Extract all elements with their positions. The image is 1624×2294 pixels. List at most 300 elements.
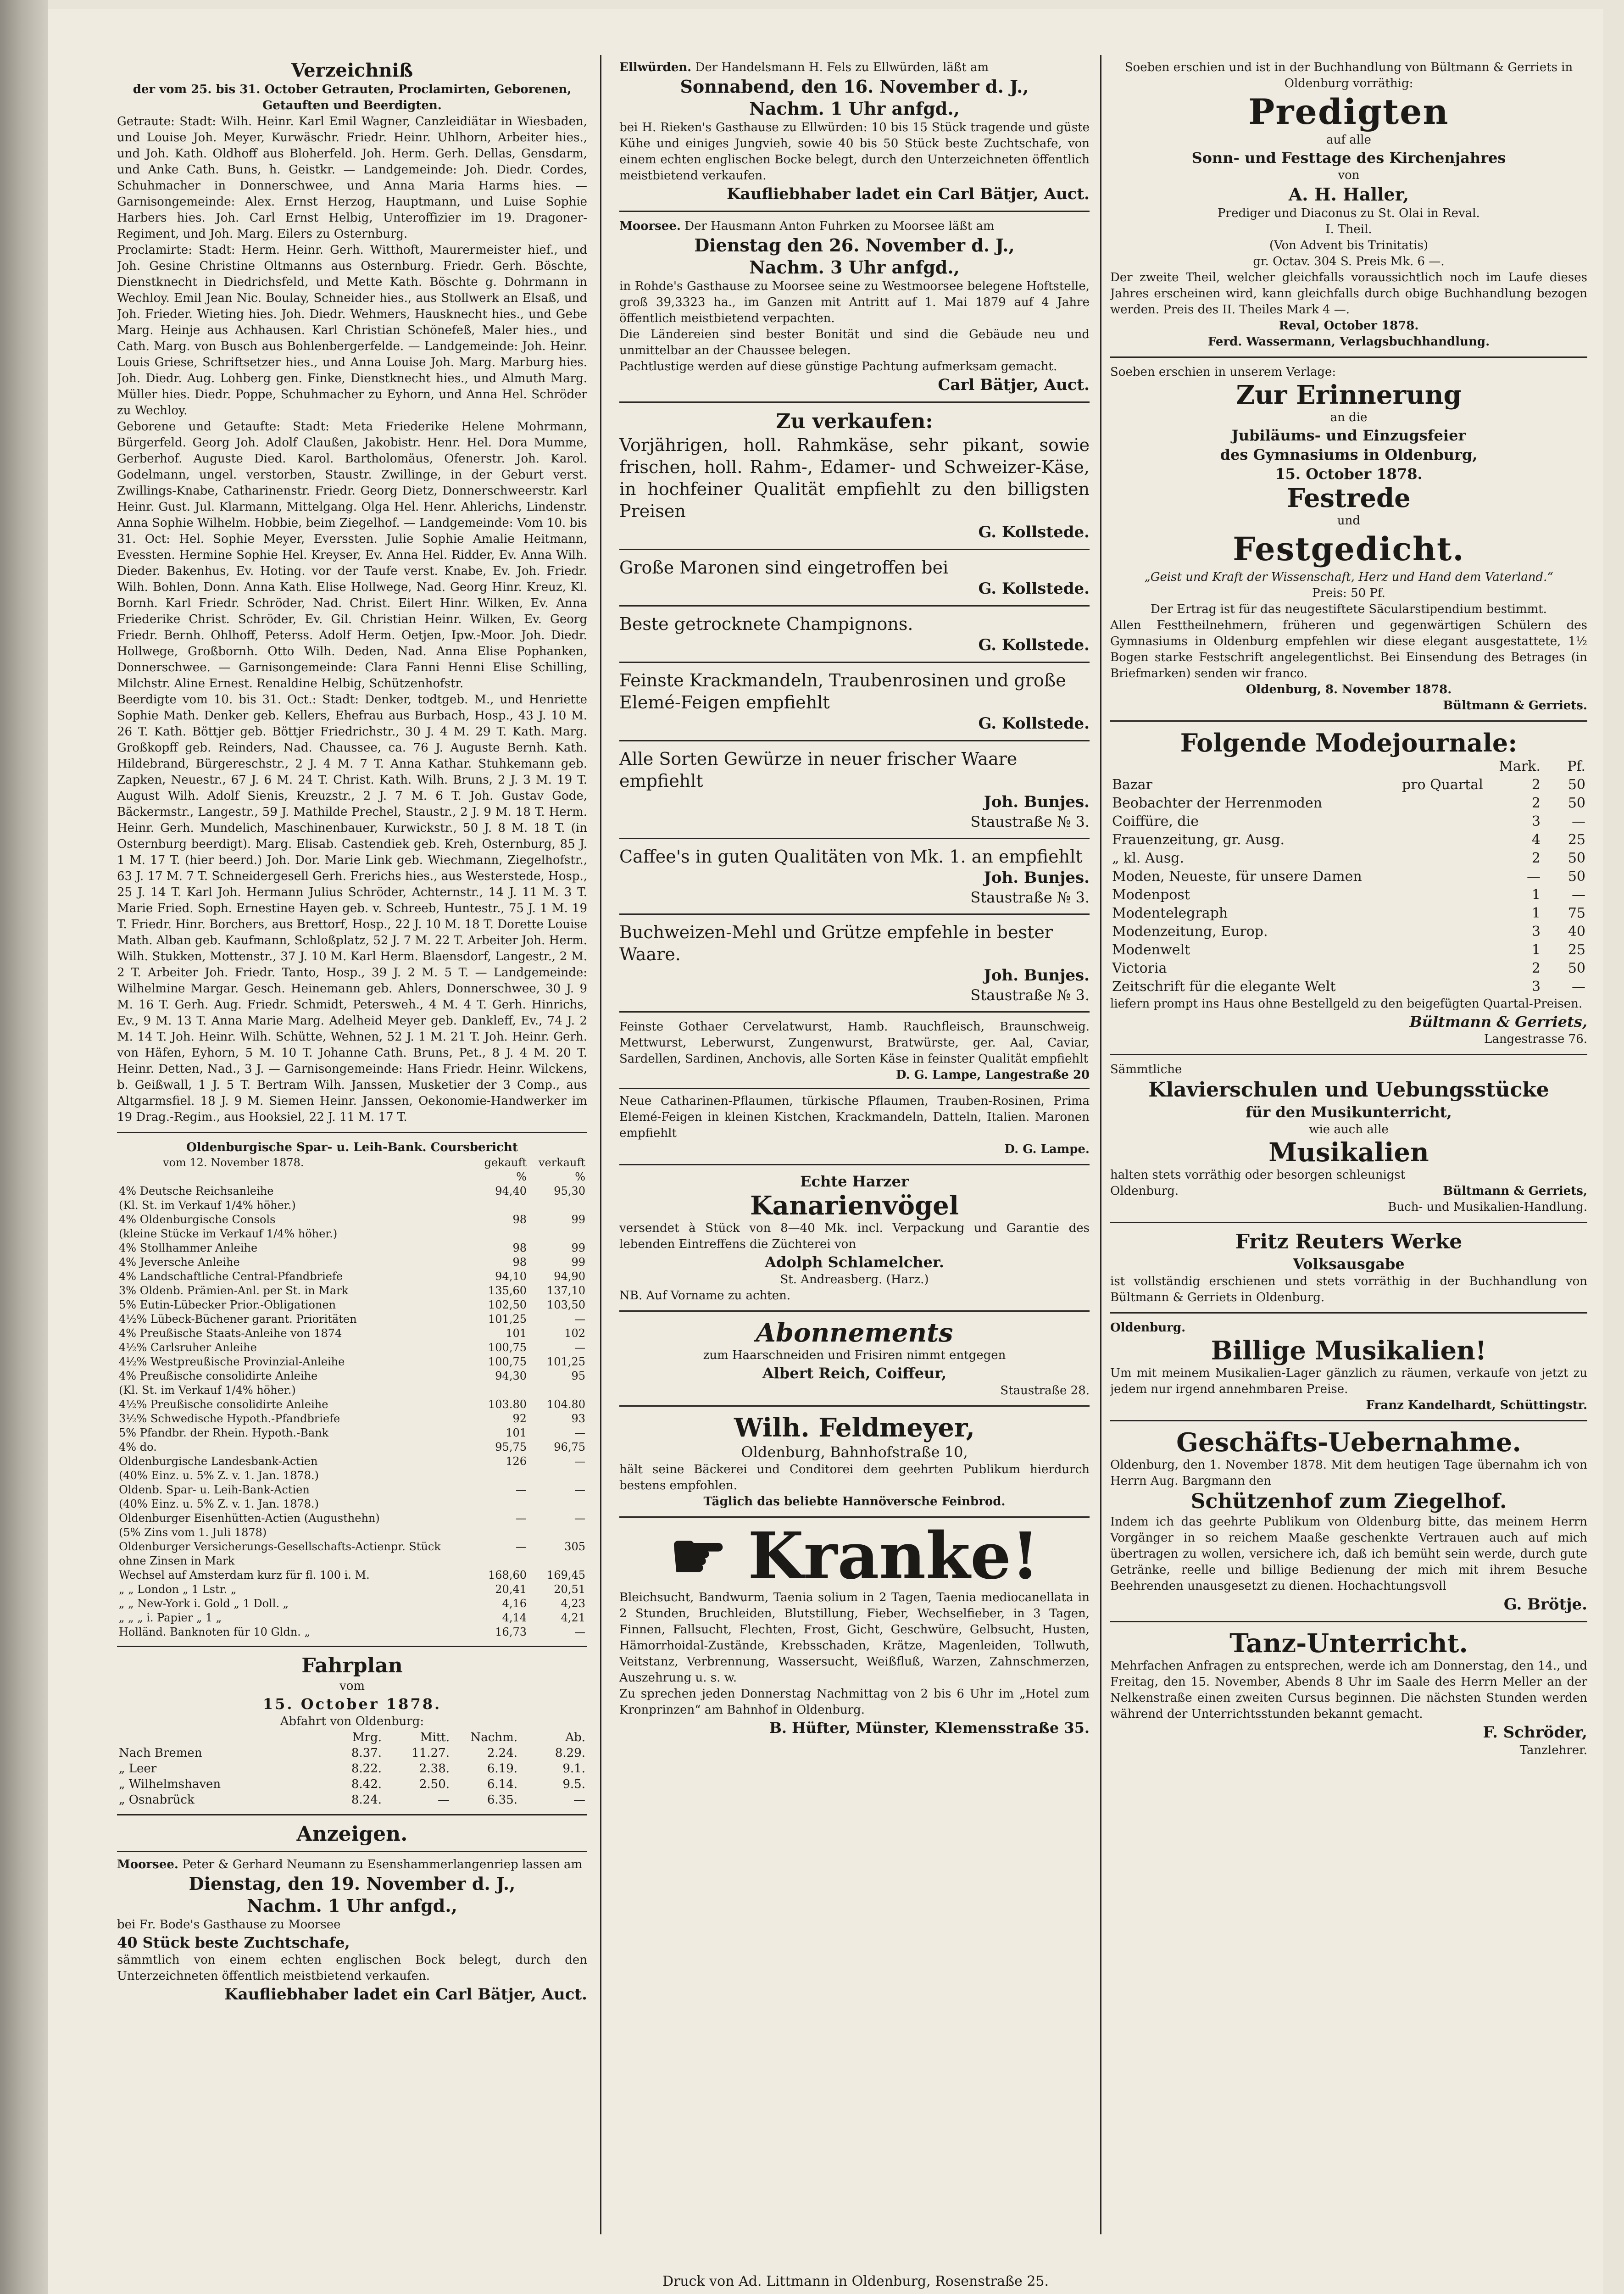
modejournale-row: [1110, 904, 1587, 923]
journal-period: [1400, 849, 1497, 868]
bank-row: [117, 1369, 587, 1383]
journal-name: Coiffüre, die: [1112, 813, 1199, 830]
bank-sold: —: [574, 1626, 585, 1638]
timetable-row: [117, 1776, 587, 1792]
timetable-header: [117, 1730, 587, 1745]
timetable-time: 9.1.: [562, 1762, 585, 1776]
kranke-title: Kranke!: [748, 1519, 1040, 1594]
journal-period: [1400, 831, 1497, 849]
journal-pf: —: [1572, 887, 1585, 903]
journal-mark: 2: [1531, 850, 1541, 866]
ad-text: Peter & Gerhard Neumann zu Esenshammerlangenriep lassen am: [182, 1858, 583, 1871]
timetable-destination: Nach Bremen: [119, 1746, 202, 1760]
kranke-text: Bleichsucht, Bandwurm, Taenia solium in 2 Tagen, Taenia mediocanellata in 2 Stunden, Bruchleiden, Blutstillung, Fieber, Wechselfieber, in 3 Tagen, Finnen, Fallsucht, Flechten, Frost, Gicht, Geschwüre, Gelbsucht, Husten, Hämorrhoidal-Zustände, Krebsschaden, Krätze, Magenleiden, Tollwuth, Veitstanz, Verbrennung, Wassersucht, Weißfluß, Warzen, Zahnschmerzen, Auszehrung u. s. w.: [619, 1591, 1090, 1685]
registry-beerdigte: Beerdigte vom 10. bis 31. Oct.: Stadt: Denker, todtgeb. M., und Henriette Sophie Math. Denker geb. Kellers, Ehefrau aus Burbach, Hosp., 43 J. 10 M. 26 T. Kath. Böttjer geb. Böttjer Friedrichstr., 30 J. 4 M. 29 T. Kath. Marg. Großkopff geb. Reinders, Nad. Chaussee, ca. 76 J. Auguste Bernh. Kath. Hildebrand, Bürgereschstr., 2 J. 4 M. 7 T. Anna Kathar. Stuhkemann geb. Zapken, Neuestr., 67 J. 6 M. 24 T. Christ. Kath. Wilh. Bruns, 2 J. 3 M. 19 T. August Wilh. Adolf Sienis, Kreuzstr., 2 J. 7 M. 6 T. Joh. Gustav Gode, Bäckermstr., Langestr., 59 J. Mathilde Prechel, Staustr., 2 J. 9 M. 18 T. Herm. Heinr. Gerh. Mundelich, Maschinenbauer, Kurwickstr., 50 J. 8 M. 18 T. (in Osternburg beerdigt). Marg. Elisab. Castendiek geb. Kreh, Osternburg, 85 J. 1 M. 17 T. (hier beerd.) Joh. Dor. Marie Link geb. Wiechmann, Ziegelhofstr., 63 J. 17 M. 7 T. Schneidergesell Gerh. Frerichs hies., aus Westerstede, Hosp., 25 J. 14 T. Karl Joh. Hermann Julius Schröder, Achternstr., 14 J. 11 M. 3 T. Marie Fried. Soph. Ernestine Hayen geb. v. Schreeb, Huntestr., 75 J. 1 M. 19 T. Friedr. Hinr. Borchers, aus Brettorf, Hosp., 22 J. 10 M. 18 T. Dorette Louise Math. Alban geb. Kaufmann, Schloßplatz, 52 J. 7 M. 22 T. Arbeiter Joh. Herm. Wilh. Stukken, Mottenstr., 37 J. 10 M. Karl Herm. Blaensdorf, Langestr., 2 M. 2 T. Arbeiter Joh. Friedr. Tanto, Hosp., 39 J. 2 M. 5 T. — Landgemeinde: Wilhelmine Margar. Gesch. Heinemann geb. Ahlers, Donnerschwee, 30 J. 9 M. 16 T. Gerh. Aug. Friedr. Schmidt, Petersweh., 4 M. 4 T. Gerh. Hinrichs, Ev., 9 M. 13 T. Anna Marie Marg. Adelheid Meyer geb. Dankleff, Ev., 74 J. 2 M. 14 T. Joh. Heinr. Wilh. Schütte, Wehnen, 52 J. 1 M. 21 T. Joh. Heinr. Gerh. von Häfen, Eyhorn, 5 M. 10 T. Johanne Cath. Bruns, Pet., 8 J. 4 M. 20 T. Heinr. Detten, Nad., 3 J. — Garnisongemeinde: Hans Friedr. Heinr. Wilckens, b. Geißwall, 1 J. 5 T. Bertram Wilh. Janssen, Musketier der 3 Comp., aus Altgarmsfiel. 18 J. 9 M. Siemen Heinr. Janssen, Oekonomie-Handwerker im 19 Drag.-Regim., aus Hooksiel, 22 J. 11 M. 17 T.: [117, 693, 587, 1124]
journal-name: Moden, Neueste, für unsere Damen: [1112, 869, 1362, 885]
modejournale-row: [1110, 959, 1587, 978]
divider: [1110, 720, 1587, 722]
bank-bought: 168,60: [488, 1569, 527, 1581]
bank-bought: 20,41: [495, 1583, 527, 1596]
journal-mark: 4: [1531, 832, 1541, 848]
ads-heading: Anzeigen.: [296, 1822, 408, 1846]
journal-pf: 75: [1568, 905, 1585, 921]
bank-security: Oldenburger Versicherungs-Gesellschafts-Actienpr. Stück ohne Zinsen in Mark: [119, 1540, 441, 1567]
journal-period: [1400, 757, 1497, 776]
harzer-text: versendet à Stück von 8—40 Mk. incl. Verpackung und Garantie des lebenden Eintreffens die Züchterei von: [619, 1221, 1090, 1251]
predigten-role: Prediger und Diaconus zu St. Olai in Reval.: [1218, 206, 1480, 220]
bank-sold: 4,21: [561, 1611, 585, 1624]
billige-title: Billige Musikalien!: [1211, 1336, 1487, 1366]
ad-date: Dienstag den 26. November d. J.,: [694, 235, 1015, 256]
bank-bought: 100,75: [488, 1341, 527, 1354]
divider: [1110, 1312, 1587, 1314]
divider: [619, 605, 1090, 607]
divider: [619, 211, 1090, 212]
bank-row: [117, 1469, 587, 1483]
bank-security: 5% Pfandbr. der Rhein. Hypoth.-Bank: [119, 1426, 329, 1439]
bank-sold: [528, 1526, 587, 1540]
kranke-text: Zu sprechen jeden Donnerstag Nachmittag von 2 bis 6 Uhr im „Hotel zum Kronprinzen“ am Bahnhof in Oldenburg.: [619, 1687, 1090, 1717]
bank-bought: 94,40: [495, 1185, 527, 1197]
predigten-title: Predigten: [1248, 91, 1449, 132]
ad-signature: F. Schröder,: [1483, 1723, 1587, 1742]
bank-date: vom 12. November 1878.: [163, 1156, 304, 1169]
modejournale-row: [1110, 941, 1587, 959]
bank-header-row: [117, 1156, 587, 1170]
bank-security: 4½% Westpreußische Provinzial-Anleihe: [119, 1355, 345, 1368]
ad-time: Nachm. 1 Uhr anfgd.,: [749, 98, 960, 119]
bank-sold: 20,51: [554, 1583, 585, 1596]
journal-pf: —: [1572, 813, 1585, 830]
bank-row: [117, 1540, 587, 1568]
ad-signature: Joh. Bunjes.: [984, 869, 1090, 887]
bank-security: 4% do.: [119, 1441, 157, 1453]
ad-text: in Rohde's Gasthause zu Moorsee seine zu Westmoorsee belegene Hoftstelle, groß 39,3323 ha., im Ganzen mit Antritt auf 1. Mai 1879 auf 4 Jahre öffentlich meistbietend verpachten.: [619, 279, 1090, 325]
erinnerung-line: des Gymnasiums in Oldenburg,: [1220, 446, 1478, 463]
bank-security: 3½% Schwedische Hypoth.-Pfandbriefe: [119, 1412, 340, 1425]
bank-sold: 4,23: [561, 1597, 585, 1610]
predigten-von: von: [1338, 168, 1360, 182]
column-middle: [619, 60, 1090, 2244]
bank-sold: 99: [571, 1213, 585, 1226]
musikalien-title: Musikalien: [1268, 1137, 1429, 1168]
ad-address: Staustraße № 3.: [970, 889, 1090, 906]
ad-text: Der Handelsmann H. Fels zu Ellwürden, läßt am: [695, 61, 989, 74]
divider: [117, 1851, 587, 1852]
bank-bought: 94,10: [495, 1270, 527, 1283]
predigten-text: Der zweite Theil, welcher gleichfalls voraussichtlich noch im Laufe dieses Jahres erscheinen wird, kann gleichfalls durch obige Buchhandlung bezogen werden. Preis des II. Theiles Mark 4 —.: [1110, 271, 1587, 317]
bank-sold: [528, 1497, 587, 1511]
book-binding: [0, 0, 48, 2294]
journal-period: [1400, 813, 1497, 831]
journal-mark: Mark.: [1499, 758, 1541, 774]
predigten-price: gr. Octav. 304 S. Preis Mk. 6 —.: [1253, 255, 1445, 268]
bank-bought: 101: [506, 1426, 527, 1439]
journal-mark: 3: [1531, 813, 1541, 830]
registry-getraute: Getraute: Stadt: Wilh. Heinr. Karl Emil Wagner, Canzleidiätar in Wiesbaden, und Louise Joh. Meyer, Kurwäschr. Friedr. Heinr. Uhlhorn, Arbeiter hies., und Joh. Kath. Oldhoff aus Bloherfeld. Joh. Herm. Gerh. Dellas, Gensdarm, und Anke Cath. Buns, h. Geistkr. — Landgemeinde: Joh. Diedr. Cordes, Schuhmacher in Donnerschwee, und Anna Maria Harms hies. — Garnisongemeinde: Alex. Ernst Herzog, Hauptmann, und Luise Sophie Harbers hies. Joh. Carl Ernst Helbig, Unteroffizier im 19. Dragoner-Regiment, und Joh. Marg. Eilers zu Osternburg.: [117, 115, 587, 241]
bank-security: Oldenburgische Landesbank-Actien: [119, 1455, 318, 1468]
bank-sold: 137,10: [547, 1284, 585, 1297]
bank-row: [117, 1398, 587, 1412]
predigten-place: Reval, October 1878.: [1279, 319, 1419, 333]
timetable-time: Mrg.: [352, 1731, 382, 1744]
timetable-row: [117, 1745, 587, 1761]
bank-head-sold: verkauft: [538, 1156, 585, 1169]
bank-bought: 92: [512, 1412, 527, 1425]
bank-security: „ „ „ i. Papier „ 1 „: [119, 1611, 222, 1624]
timetable-time: —: [438, 1793, 450, 1807]
journal-name: Bazar: [1112, 777, 1152, 793]
bank-bought: 98: [512, 1213, 527, 1226]
champignons-text: Beste getrocknete Champignons.: [619, 614, 913, 634]
harzer-title: Kanarienvögel: [750, 1191, 959, 1221]
journal-mark: 1: [1531, 887, 1541, 903]
journal-period: [1400, 978, 1497, 996]
bank-title: Oldenburgische Spar- u. Leih-Bank. Coursbericht: [186, 1141, 518, 1154]
bank-security: Oldenb. Spar- u. Leih-Bank-Actien: [119, 1483, 310, 1496]
timetable-date: 15. October 1878.: [262, 1695, 442, 1713]
ad-address: Staustraße 28.: [1000, 1384, 1090, 1398]
caffee-text: Caffee's in guten Qualitäten von Mk. 1. an empfiehlt: [619, 846, 1083, 867]
bank-unit: %: [575, 1170, 585, 1183]
klavier-place: Oldenburg.: [1110, 1184, 1179, 1198]
bank-security: (40% Einz. u. 5% Z. v. 1. Jan. 1878.): [119, 1469, 319, 1482]
timetable-time: 8.29.: [555, 1746, 585, 1760]
divider: [1110, 1621, 1587, 1622]
ad-signature: D. G. Lampe, Langestraße 20: [895, 1068, 1090, 1082]
feldmeyer-text: hält seine Bäckerei und Conditorei dem geehrten Publikum hierdurch bestens empfohlen.: [619, 1463, 1090, 1492]
journal-name: [1110, 757, 1400, 776]
bank-row: [117, 1497, 587, 1511]
timetable-rows: [117, 1730, 587, 1808]
bank-security: 4½% Lübeck-Büchener garant. Prioritäten: [119, 1313, 357, 1325]
ad-signature-sub: Tanzlehrer.: [1519, 1743, 1587, 1757]
bank-row: [117, 1355, 587, 1369]
modejournale-rows: [1110, 757, 1587, 996]
ad-time: Nachm. 3 Uhr anfgd.,: [749, 257, 960, 278]
bank-row: [117, 1582, 587, 1597]
ad-signature: Kaufliebhaber ladet ein Carl Bätjer, Auct.: [224, 1985, 587, 2004]
journal-mark: 3: [1531, 979, 1541, 995]
journal-mark: 3: [1531, 924, 1541, 940]
klavier-intro: Sämmtliche: [1110, 1063, 1182, 1076]
journal-name: Victoria: [1112, 960, 1167, 976]
klavier-text: halten stets vorräthig oder besorgen schleunigst: [1110, 1168, 1406, 1182]
bank-head-bought: gekauft: [484, 1156, 527, 1169]
bank-sold: —: [574, 1455, 585, 1468]
bank-security: 4% Stollhammer Anleihe: [119, 1242, 258, 1254]
bank-row: [117, 1198, 587, 1213]
timetable-time: Mitt.: [420, 1731, 450, 1744]
modejournale-row: [1110, 776, 1587, 794]
bank-sold: —: [574, 1313, 585, 1325]
bank-row: [117, 1284, 587, 1298]
bank-row: [117, 1213, 587, 1227]
abonnements-text: zum Haarschneiden und Frisiren nimmt entgegen: [703, 1348, 1006, 1362]
modejournale-row: [1110, 794, 1587, 813]
registry-title: Verzeichniß: [291, 60, 413, 81]
klavier-title: Klavierschulen und Uebungsstücke: [1148, 1078, 1549, 1102]
bank-row: [117, 1341, 587, 1355]
ad-highlight: 40 Stück beste Zuchtschafe,: [117, 1934, 350, 1951]
feldmeyer-address: Oldenburg, Bahnhofstraße 10,: [741, 1443, 968, 1461]
bank-security: 4½% Preußische consolidirte Anleihe: [119, 1398, 328, 1411]
erinnerung-intro: Soeben erschien in unserem Verlage:: [1110, 365, 1336, 379]
bank-security: Holländ. Banknoten für 10 Gldn. „: [119, 1626, 310, 1638]
bank-row: [117, 1568, 587, 1582]
divider: [619, 913, 1090, 915]
journal-period: [1400, 904, 1497, 923]
journal-period: [1400, 959, 1497, 978]
bank-security: 4% Deutsche Reichsanleihe: [119, 1185, 274, 1197]
bank-sold: —: [574, 1426, 585, 1439]
ad-signature: Bültmann & Gerriets,: [1443, 1184, 1587, 1198]
bank-bought: [470, 1469, 528, 1483]
bank-sold: —: [574, 1512, 585, 1525]
divider: [117, 1646, 587, 1647]
bank-row: [117, 1241, 587, 1255]
journal-period: [1400, 868, 1497, 886]
timetable-time: Nachm.: [470, 1731, 517, 1744]
journal-period: pro Quartal: [1402, 777, 1483, 793]
ad-signature: G. Kollstede.: [978, 523, 1090, 541]
journal-mark: 2: [1531, 795, 1541, 811]
bank-security: 4½% Carlsruher Anleihe: [119, 1341, 257, 1354]
bank-row: [117, 1383, 587, 1398]
harzer-heading: Echte Harzer: [800, 1173, 909, 1190]
bank-sold: [528, 1198, 587, 1213]
modejournale-text: liefern prompt ins Haus ohne Bestellgeld zu den beigefügten Quartal-Preisen.: [1110, 997, 1583, 1011]
journal-pf: —: [1572, 979, 1585, 995]
sale-text: Vorjährigen, holl. Rahmkäse, sehr pikant, sowie frischen, holl. Rahm-, Edamer- und Schweizer-Käse, in hochfeiner Qualität empfiehlt zu den billigsten Preisen: [619, 435, 1090, 521]
ad-signature: D. G. Lampe.: [1004, 1142, 1090, 1156]
bank-bought: 135,60: [488, 1284, 527, 1297]
ad-signature: G. Kollstede.: [978, 579, 1090, 598]
journal-period: [1400, 923, 1497, 941]
divider: [117, 1132, 587, 1133]
ad-signature: Albert Reich, Coiffeur,: [762, 1364, 947, 1382]
timetable-destination: [117, 1730, 316, 1745]
journal-pf: 50: [1568, 777, 1585, 793]
erinnerung-quote: „Geist und Kraft der Wissenschaft, Herz und Hand dem Vaterland.“: [1144, 570, 1553, 584]
timetable-time: 8.24.: [351, 1793, 382, 1807]
ad-text: Pachtlustige werden auf diese günstige Pachtung aufmerksam gemacht.: [619, 360, 1057, 373]
divider: [619, 838, 1090, 839]
bank-bought: 102,50: [488, 1298, 527, 1311]
registry-subtitle: der vom 25. bis 31. October Getrauten, Proclamirten, Geborenen, Getauften und Beerdigten.: [133, 83, 572, 112]
ad-address: Staustraße № 3.: [970, 986, 1090, 1004]
sale-heading: Zu verkaufen:: [776, 410, 933, 433]
journal-mark: 1: [1531, 905, 1541, 921]
gotha-text: Feinste Gothaer Cervelatwurst, Hamb. Rauchfleisch, Braunschweig. Mettwurst, Leberwurst, Zungenwurst, Bratwürste, ger. Aal, Caviar, Sardellen, Sardinen, Anchovis, alle Sorten Käse in feinster Qualität empfiehlt: [619, 1020, 1090, 1066]
bank-security: 4% Preußische Staats-Anleihe von 1874: [119, 1327, 342, 1340]
tanz-title: Tanz-Unterricht.: [1229, 1628, 1468, 1659]
bank-security: 4% Landschaftliche Central-Pfandbriefe: [119, 1270, 343, 1283]
bank-bought: 98: [512, 1256, 527, 1269]
timetable-time: 8.42.: [351, 1777, 382, 1791]
bank-bought: 98: [512, 1242, 527, 1254]
bank-sold: 93: [571, 1412, 585, 1425]
bank-security: 5% Eutin-Lübecker Prior.-Obligationen: [119, 1298, 336, 1311]
journal-pf: 50: [1568, 869, 1585, 885]
journal-name: Modenzeitung, Europ.: [1112, 924, 1268, 940]
bank-sold: 94,90: [554, 1270, 585, 1283]
erinnerung-und: und: [1337, 514, 1361, 528]
ad-time: Nachm. 1 Uhr anfgd.,: [247, 1895, 457, 1916]
bank-row: [117, 1625, 587, 1639]
journal-name: Modenpost: [1112, 887, 1190, 903]
journal-mark: 1: [1531, 942, 1541, 958]
bank-sold: 101,25: [547, 1355, 585, 1368]
bank-unit: %: [516, 1170, 527, 1183]
bank-row: [117, 1597, 587, 1611]
journal-name: Zeitschrift für die elegante Welt: [1112, 979, 1336, 995]
abonnements-title: Abonnements: [756, 1318, 953, 1348]
bank-bought: —: [516, 1483, 527, 1496]
bank-row: [117, 1611, 587, 1625]
journal-pf: Pf.: [1567, 758, 1585, 774]
bank-bought: —: [516, 1540, 527, 1553]
divider: [619, 1164, 1090, 1165]
bank-row: [117, 1298, 587, 1312]
bank-sold: 99: [571, 1256, 585, 1269]
modejournale-row: [1110, 849, 1587, 868]
journal-period: [1400, 941, 1497, 959]
festgedicht-title: Festgedicht.: [1233, 530, 1465, 568]
bank-sold: —: [574, 1483, 585, 1496]
journal-name: „ kl. Ausg.: [1112, 850, 1185, 866]
bank-sold: 95: [571, 1370, 585, 1382]
journal-mark: 2: [1531, 960, 1541, 976]
ad-date: Sonnabend, den 16. November d. J.,: [680, 76, 1029, 97]
predigten-publisher: Ferd. Wassermann, Verlagsbuchhandlung.: [1207, 335, 1490, 349]
ad-place: Moorsee.: [619, 219, 681, 233]
bank-sold: [528, 1227, 587, 1241]
modejournale-title: Folgende Modejournale:: [1180, 728, 1518, 757]
maronen-text: Große Maronen sind eingetroffen bei: [619, 557, 949, 578]
ad-text: Der Hausmann Anton Fuhrken zu Moorsee läßt am: [684, 219, 995, 233]
bank-bought: 126: [506, 1455, 527, 1468]
ad-signature: G. Brötje.: [1503, 1595, 1587, 1614]
timetable-time: Ab.: [565, 1731, 585, 1744]
bank-security: (40% Einz. u. 5% Z. v. 1. Jan. 1878.): [119, 1498, 319, 1510]
billige-place: Oldenburg.: [1110, 1321, 1186, 1335]
column-right: [1110, 60, 1587, 2244]
bank-row: [117, 1440, 587, 1454]
ad-date: Dienstag, den 19. November d. J.,: [189, 1873, 516, 1894]
predigten-part: I. Theil.: [1325, 223, 1372, 236]
ad-text: bei Fr. Bode's Gasthause zu Moorsee: [117, 1918, 341, 1932]
bank-row: [117, 1511, 587, 1526]
journal-pf: 25: [1568, 942, 1585, 958]
bank-sold: 169,45: [547, 1569, 585, 1581]
timetable-time: 8.37.: [351, 1746, 382, 1760]
timetable-time: 2.50.: [419, 1777, 450, 1791]
erinnerung-title: Zur Erinnerung: [1236, 380, 1462, 410]
timetable-subtitle: Abfahrt von Oldenburg:: [280, 1715, 424, 1728]
divider: [1110, 1054, 1587, 1055]
journal-name: Beobachter der Herrenmoden: [1112, 795, 1323, 811]
timetable-title: Fahrplan: [301, 1654, 403, 1677]
journal-period: [1400, 794, 1497, 813]
registry-proclamirte: Proclamirte: Stadt: Herm. Heinr. Gerh. Witthoft, Maurermeister hief., und Joh. Gesine Christine Oltmanns aus Osternburg. Friedr. Gerh. Böschte, Dienstknecht in Diedrichsfeld, und Mette Kath. Böschte g. Dohrmann in Wechloy. Emil Jean Nic. Boulay, Schneider hies., aus Stollwerk an Elsaß, und Joh. Frieder. Wieting hies. Joh. Diedr. Wehmers, Hausknecht hies., und Gebe Marg. Heinje aus Achhausen. Karl Christian Schönefeß, Maler hies., und Cath. Marg. von Busch aus Bohlenbergerfelde. — Landgemeinde: Joh. Heinr. Louis Griese, Schriftsetzer hies., und Anna Louise Joh. Marg. Marburg hies. Joh. Diedr. Aug. Lohberg gen. Finke, Dienstknecht hies., und Almuth Marg. Müller hies. Diedr. Poppe, Schuhmacher zu Eyhorn, und Anna Hel. Schröder zu Wechloy.: [117, 243, 587, 418]
bank-sold: 95,30: [554, 1185, 585, 1197]
modejournale-row: [1110, 831, 1587, 849]
journal-period: [1400, 886, 1497, 904]
ad-signature: G. Kollstede.: [978, 636, 1090, 654]
divider: [619, 662, 1090, 663]
column-rule-right: [1100, 55, 1101, 2234]
timetable-destination: „ Leer: [119, 1762, 157, 1776]
catharinen-text: Neue Catharinen-Pflaumen, türkische Pflaumen, Trauben-Rosinen, Prima Elemé-Feigen in kleinen Kistchen, Krackmandeln, Datteln, Italien. Maronen empfiehlt: [619, 1094, 1090, 1140]
gewuerze-text: Alle Sorten Gewürze in neuer frischer Waare empfiehlt: [619, 749, 1018, 791]
bank-bought: 16,73: [495, 1626, 527, 1638]
bank-row: [117, 1255, 587, 1269]
timetable-time: 9.5.: [562, 1777, 585, 1791]
timetable-time: 6.14.: [487, 1777, 517, 1791]
erinnerung-line: Jubiläums- und Einzugsfeier: [1231, 427, 1466, 444]
modejournale-row: [1110, 868, 1587, 886]
modejournale-row: [1110, 886, 1587, 904]
journal-pf: 40: [1568, 924, 1585, 940]
bank-sold: 103,50: [547, 1298, 585, 1311]
bank-security: Oldenburger Eisenhütten-Actien (Augusthehn): [119, 1512, 380, 1525]
timetable-time: 2.24.: [487, 1746, 517, 1760]
printer-imprint: Druck von Ad. Littmann in Oldenburg, Rosenstraße 25.: [662, 2273, 1049, 2289]
bank-row: [117, 1184, 587, 1198]
divider: [619, 1310, 1090, 1312]
timetable-vom: vom: [339, 1679, 365, 1693]
ad-signature: Franz Kandelhardt, Schüttingstr.: [1366, 1398, 1587, 1412]
ad-text: bei H. Rieken's Gasthause zu Ellwürden: 10 bis 15 Stück tragende und güste Kühe und einiges Jungvieh, sowie 40 bis 50 Stück beste Zuchtschafe, von einem echten englischen Bocke belegt, durch den Unterzeichneten öffentlich meistbietend verkaufen.: [619, 121, 1090, 183]
divider: [619, 1011, 1090, 1013]
krackmandeln-text: Feinste Krackmandeln, Traubenrosinen und große Elemé-Feigen empfiehlt: [619, 670, 1066, 713]
bank-security: (5% Zins vom 1. Juli 1878): [119, 1526, 267, 1539]
bank-bought: 100,75: [488, 1355, 527, 1368]
bank-row: [117, 1227, 587, 1241]
bank-bought: 101: [506, 1327, 527, 1340]
bank-security: 3% Oldenb. Prämien-Anl. per St. in Mark: [119, 1284, 349, 1297]
pointing-hand-icon: ☛: [669, 1519, 727, 1594]
festrede-title: Festrede: [1287, 483, 1411, 513]
erinnerung-date: 15. October 1878.: [1275, 465, 1423, 483]
reuter-title: Fritz Reuters Werke: [1235, 1230, 1463, 1253]
bank-bought: 95,75: [495, 1441, 527, 1453]
bank-row: [117, 1526, 587, 1540]
erinnerung-place: Oldenburg, 8. November 1878.: [1246, 683, 1452, 696]
timetable-destination: „ Osnabrück: [119, 1793, 195, 1807]
ad-signature: B. Hüfter, Münster, Klemensstraße 35.: [769, 1719, 1090, 1737]
journal-name: Modentelegraph: [1112, 905, 1228, 921]
bank-security: Wechsel auf Amsterdam kurz für fl. 100 i. M.: [119, 1569, 370, 1581]
bank-bought: 94,30: [495, 1370, 527, 1382]
bank-sold: 305: [564, 1540, 585, 1553]
predigten-intro: Soeben erschien und ist in der Buchhandlung von Bültmann & Gerriets in Oldenburg vorräthig:: [1124, 61, 1573, 90]
divider: [1110, 1420, 1587, 1421]
timetable-time: 6.35.: [487, 1793, 517, 1807]
journal-mark: 2: [1531, 777, 1541, 793]
geschaeft-title: Geschäfts-Uebernahme.: [1176, 1427, 1521, 1458]
feldmeyer-text: Täglich das beliebte Hannöversche Feinbrod.: [703, 1495, 1006, 1509]
bank-bought: [470, 1383, 528, 1398]
journal-name: Frauenzeitung, gr. Ausg.: [1112, 832, 1285, 848]
bank-bought: [470, 1198, 528, 1213]
bank-row: [117, 1426, 587, 1440]
divider: [619, 1516, 1090, 1518]
ad-signature: Joh. Bunjes.: [984, 966, 1090, 985]
bank-sold: [528, 1469, 587, 1483]
bank-sold: [528, 1383, 587, 1398]
